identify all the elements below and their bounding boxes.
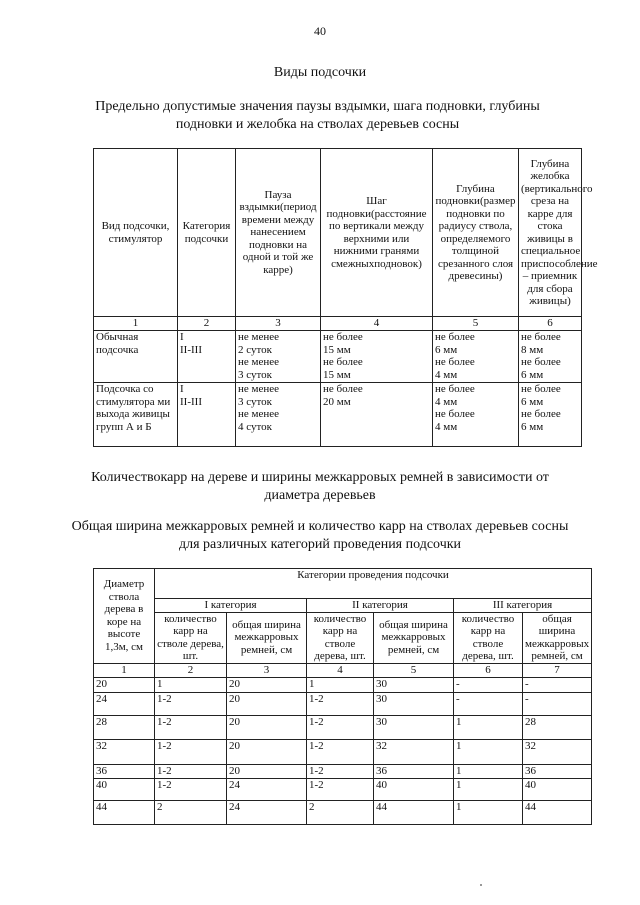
t2-cell: 32 [374,739,454,764]
t1-colnum: 2 [178,317,236,331]
t2-cell: 36 [374,764,454,778]
t2-cell: 36 [523,764,592,778]
t2-cell: 20 [227,715,307,739]
t2-cell: 30 [374,677,454,692]
t1-cell-depth: не более 4 мм не более 4 мм [433,383,519,447]
t1-cell-type: Обычная подсочка [94,331,178,383]
t2-cell: 1 [454,739,523,764]
t2-cell: 1-2 [307,778,374,800]
t2-cell: - [523,677,592,692]
scan-speck [480,884,482,886]
t2-cell: 1-2 [155,692,227,715]
t2-cell: - [454,692,523,715]
table-row [94,800,592,824]
t2-cell: 1-2 [307,715,374,739]
t2-cell: 32 [94,739,155,764]
t2-cell: 44 [374,800,454,824]
t1-colnum: 1 [94,317,178,331]
t1-cell-pause: не менее 3 суток не менее 4 суток [236,383,321,447]
t2-cell: 44 [523,800,592,824]
t2-colnum: 3 [227,663,307,677]
t1-colnum: 6 [519,317,582,331]
page-number: 40 [314,24,326,38]
t2-cell: 28 [523,715,592,739]
t2-cell: 1-2 [307,692,374,715]
t2-cell: 30 [374,715,454,739]
t1-cell-step: не более 20 мм [321,383,433,447]
t2-category-1: I категория [155,599,307,613]
t2-colnum: 1 [94,663,155,677]
t2-cell: 1 [454,715,523,739]
t2-cell: 40 [523,778,592,800]
t1-cell-depth: не более 6 мм не более 4 мм [433,331,519,383]
t2-cell: 1 [454,764,523,778]
t2-cell: 36 [94,764,155,778]
t1-colnum: 4 [321,317,433,331]
t2-sub-count: количество карр на стволе дерева, шт. [307,612,374,663]
t1-cell-step: не более 15 мм не более 15 мм [321,331,433,383]
t2-cell: 1 [454,778,523,800]
t2-cell: 24 [227,778,307,800]
t2-sub-width: общая ширина межкарровых ремней, см [523,612,592,663]
t1-cell-type: Подсочка со стимулятора ми выхода живицы групп А и Б [94,383,178,447]
heading-table2: Общая ширина межкарровых ремней и количество карр на стволах деревьев сосны для различных категорий проведения подсочки [71,519,569,552]
t1-header-groove: Глубина желобка (вертикального среза на карре для стока живицы в специальное приспособление – приемник для сбора живицы) [519,149,582,317]
t1-colnum: 3 [236,317,321,331]
heading-main: Виды подсочки [273,65,367,80]
t1-header-pause: Пауза вздымки(период времени между нанесением подновки на одной и той же карре) [236,149,321,317]
t1-cell-category: I II-III [178,331,236,383]
t2-cell: 2 [155,800,227,824]
t2-cell: 1-2 [155,739,227,764]
t2-cell: 24 [227,800,307,824]
t2-sub-count: количество карр на стволе дерева, шт. [454,612,523,663]
t2-sub-width: общая ширина межкарровых ремней, см [374,612,454,663]
table-carre-count [93,568,592,825]
table-row [94,764,592,778]
t1-cell-pause: не менее 2 суток не менее 3 суток [236,331,321,383]
t2-cell: 1-2 [155,715,227,739]
table-row [94,715,592,739]
table-row [94,331,582,383]
t2-cell: 1 [307,677,374,692]
t1-cell-groove: не более 8 мм не более 6 мм [519,331,582,383]
t2-category-2: II категория [307,599,454,613]
table-tapping-limits [93,148,598,447]
t2-cell: 28 [94,715,155,739]
t2-colnum: 6 [454,663,523,677]
t2-cell: 20 [227,692,307,715]
t2-cell: 1 [454,800,523,824]
t2-cell: 40 [94,778,155,800]
t2-cell: 1-2 [155,778,227,800]
t2-colnum: 5 [374,663,454,677]
t1-header-type: Вид подсочки, стимулятор [94,149,178,317]
t2-cell: 1-2 [307,739,374,764]
table-row [94,692,592,715]
t1-cell-groove: не более 6 мм не более 6 мм [519,383,582,447]
t2-colnum: 4 [307,663,374,677]
t2-cell: 44 [94,800,155,824]
t2-cell: 24 [94,692,155,715]
t2-header-categories: Категории проведения подсочки [155,569,592,599]
t2-cell: 20 [94,677,155,692]
table-row [94,383,582,447]
t2-colnum: 7 [523,663,592,677]
table-row [94,739,592,764]
t2-cell: - [523,692,592,715]
t2-cell: 20 [227,677,307,692]
t1-cell-category: I II-III [178,383,236,447]
table-row [94,677,592,692]
t2-cell: 2 [307,800,374,824]
t2-header-diameter: Диаметр ствола дерева в коре на высоте 1,3м, см [94,569,155,664]
t2-cell: 20 [227,739,307,764]
t2-cell: 30 [374,692,454,715]
t2-cell: 20 [227,764,307,778]
t2-cell: 1 [155,677,227,692]
t1-header-category: Категория подсочки [178,149,236,317]
t2-cell: - [454,677,523,692]
table-row [94,778,592,800]
t1-colnum: 5 [433,317,519,331]
heading-section2: Количествокарр на дереве и ширины межкарровых ремней в зависимости от диаметра деревьев [91,470,549,503]
heading-table1: Предельно допустимые значения паузы вздымки, шага подновки, глубины подновки и желобка на стволах деревьев сосны [95,99,540,132]
t2-cell: 32 [523,739,592,764]
t1-header-depth: Глубина подновки(размер подновки по радиусу ствола, определяемого толщиной срезанного слоя древесины) [433,149,519,317]
t1-header-step: Шаг подновки(расстояние по вертикали между верхними или нижними гранями смежныхподновок) [321,149,433,317]
t2-sub-width: общая ширина межкарровых ремней, см [227,612,307,663]
t2-cell: 40 [374,778,454,800]
t2-cell: 1-2 [307,764,374,778]
t2-category-3: III категория [454,599,592,613]
t2-colnum: 2 [155,663,227,677]
t2-cell: 1-2 [155,764,227,778]
t2-sub-count: количество карр на стволе дерева, шт. [155,612,227,663]
